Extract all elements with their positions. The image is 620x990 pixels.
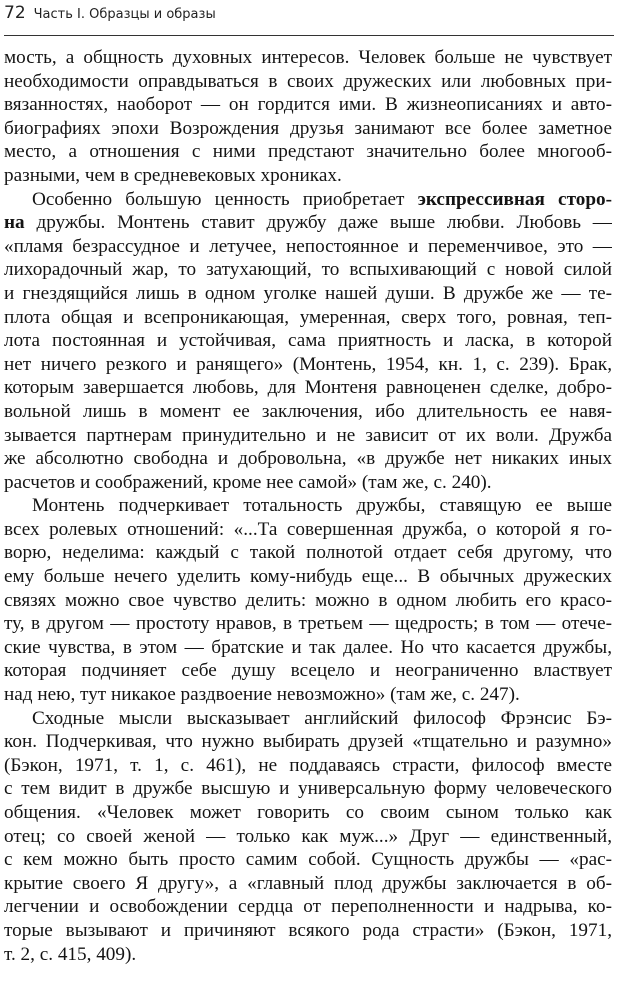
text-run: Особенно большую ценность приобретает (32, 188, 418, 210)
text-line: нет ничего резкого и ранящего» (Монтень, 1954, кн. 1, с. 239). Брак, (4, 353, 612, 375)
emphasis-term: на (4, 212, 25, 234)
text-line: с кем можно быть просто самим собой. Сущность дружбы — «рас- (4, 849, 612, 871)
running-head (4, 3, 614, 29)
text-line: кон. Подчеркивая, что нужно выбирать друзей «тщательно и разумно» (4, 731, 612, 753)
text-line: расчетов и соображений, кроме нее самой» (там же, с. 240). (4, 471, 492, 493)
header-rule (4, 35, 614, 36)
text-line: т. 2, с. 415, 409). (4, 943, 137, 965)
text-line: зывается партнерам принудительно и не зависит от их воли. Дружба (4, 424, 612, 446)
text-line: плота общая и всепроникающая, умеренная, сверх того, ровная, теп- (4, 306, 612, 328)
text-line: ту, в другом — простоту нравов, в третьем — щедрость; в том — отече- (4, 613, 612, 635)
text-line (4, 211, 612, 235)
text-line: лихорадочный жар, то затухающий, то вспыхивающий с новой силой (4, 259, 612, 281)
paragraph-4 (4, 707, 612, 967)
text-line: крытие своего Я другу», а «главный плод дружбы заключается в об- (4, 872, 612, 894)
text-line: отец; со своей женой — только как муж...» Друг — единственный, (4, 825, 612, 847)
text-line (4, 188, 612, 212)
text-line: над нею, тут никакое раздвоение невозможно» (там же, с. 247). (4, 684, 520, 706)
text-line: мость, а общность духовных интересов. Человек больше не чувствует (4, 47, 612, 68)
paragraph-1 (4, 46, 612, 188)
text-line: вязанностях, наоборот — он гордится ими. В жизнеописаниях и авто- (4, 94, 612, 116)
text-line: общения. «Человек может говорить со своим сыном только как (4, 802, 612, 823)
text-line: «пламя безрассудное и летучее, непостоянное и переменчивое, это — (4, 235, 612, 257)
text-line: же абсолютно свободна и добровольна, «в дружбе нет никаких иных (4, 448, 612, 470)
text-line: (Бэкон, 1971, т. 1, с. 461), не поддаваясь страсти, философ вместе (4, 754, 612, 776)
running-title: Часть I. Образцы и образы (33, 7, 216, 22)
text-line: лота постоянная и устойчивая, сама приятность и ласка, в которой (4, 330, 612, 352)
text-line: биографиях эпохи Возрождения друзья занимают все более заметное (4, 117, 612, 139)
text-line: связях можно свое чувство делить: можно в одном любить его красо- (4, 589, 612, 611)
text-line: ские чувства, в этом — братские и так далее. Но что касается дружбы, (4, 636, 612, 658)
page-number: 72 (4, 3, 26, 23)
text-line: разными, чем в средневековых хрониках. (4, 164, 342, 186)
text-run: дружбы. Монтень ставит дружбу даже выше любви. Любовь — (24, 212, 612, 234)
text-line: необходимости оправдываться в своих дружеских или любовных при- (4, 70, 612, 92)
text-line: вольной лишь в момент ее заключения, ибо длительность ее навя- (4, 400, 612, 422)
paragraph-2 (4, 188, 612, 495)
text-line: которая подчиняет себе душу всецело и неограниченно властвует (4, 660, 612, 682)
text-line: ему больше нечего уделить кому-нибудь еще... В обычных дружеских (4, 566, 612, 588)
emphasis-term: экспрессивная сторо- (417, 188, 612, 210)
text-line: Сходные мысли высказывает английский философ Фрэнсис Бэ- (32, 707, 612, 729)
text-line: ворю, неделима: каждый с такой полнотой отдает себя другому, что (4, 542, 612, 564)
text-line: всех ролевых отношений: «...Та совершенная дружба, о которой я го- (4, 518, 612, 540)
text-line: место, а отношения с ними предстают значительно более многооб- (4, 141, 612, 163)
text-line: которым завершается любовь, для Монтеня равноценен сделке, добро- (4, 377, 612, 399)
paragraph-3 (4, 494, 612, 706)
text-line: торые вызывают и причиняют всякого рода страсти» (Бэкон, 1971, (4, 919, 612, 941)
text-line: легчении и освобождении сердца от переполненности и надрыва, ко- (4, 896, 612, 918)
text-line: Монтень подчеркивает тотальность дружбы, ставящую ее выше (32, 495, 612, 517)
body-text (4, 46, 612, 966)
text-line: с тем видит в дружбе высшую и универсальную форму человеческого (4, 778, 612, 800)
text-line: и гнездящийся лишь в одном уголке нашей души. В дружбе же — те- (4, 282, 612, 304)
